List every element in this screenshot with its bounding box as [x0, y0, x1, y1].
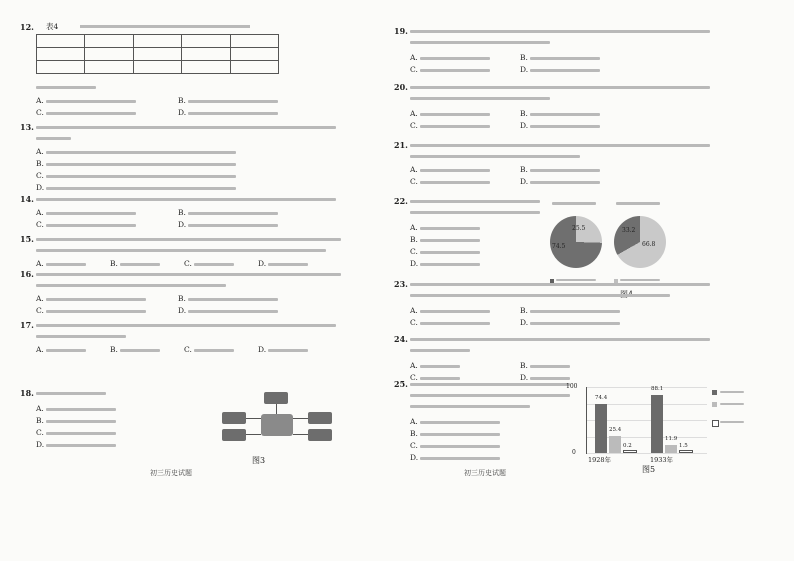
- question-22-option-b-letter: B.: [410, 235, 418, 244]
- question-12-option-a: [46, 100, 136, 103]
- question-25-option-d: [420, 457, 500, 460]
- question-20-option-a-letter: A.: [410, 109, 418, 118]
- question-13-option-b-letter: B.: [36, 159, 44, 168]
- left-page-footer: 初三历史试题: [150, 469, 192, 477]
- question-22-stem-line1: [410, 200, 540, 203]
- question-23-stem-line2: [410, 294, 670, 297]
- question-18-option-a: [46, 408, 116, 411]
- question-24-option-a: [420, 365, 460, 368]
- question-22-option-c: [420, 251, 480, 254]
- question-21-option-b-letter: B.: [520, 165, 528, 174]
- question-13-option-d: [46, 187, 236, 190]
- question-20-stem-line1: [410, 86, 710, 89]
- question-16-option-d: [188, 310, 278, 313]
- question-15-option-a: [46, 263, 86, 266]
- figure-3-connector-left: [246, 418, 261, 419]
- question-13-stem-line2: [36, 137, 71, 140]
- question-24-option-d-letter: D.: [520, 373, 529, 382]
- question-21-option-c-letter: C.: [410, 177, 418, 186]
- question-21-number: 21.: [394, 140, 408, 150]
- question-13-number: 13.: [20, 122, 34, 132]
- figure-4-pie-right-value-2: 33.2: [622, 227, 636, 234]
- figure-5-y-tick-min: 0: [572, 449, 576, 456]
- question-14-number: 14.: [20, 194, 34, 204]
- question-24-option-b: [530, 365, 570, 368]
- figure-5-bar-value: 74.4: [595, 394, 608, 401]
- question-21-option-a: [420, 169, 490, 172]
- question-24-option-c: [420, 377, 460, 380]
- question-12-option-c-letter: C.: [36, 108, 44, 117]
- question-13-option-c: [46, 175, 236, 178]
- question-12-option-d-letter: D.: [178, 108, 187, 117]
- question-22-option-b: [420, 239, 480, 242]
- figure-5-bar: [595, 404, 607, 453]
- question-14-option-a-letter: A.: [36, 208, 44, 217]
- question-18-number: 18.: [20, 388, 34, 398]
- question-12-number: 12.: [20, 22, 34, 32]
- question-14-option-b: [188, 212, 278, 215]
- question-19-stem-line2: [410, 41, 550, 44]
- figure-4-pie-left-value-1: 25.5: [572, 225, 586, 232]
- question-21-option-b: [530, 169, 600, 172]
- question-21-option-d-letter: D.: [520, 177, 529, 186]
- question-16-stem-line1: [36, 273, 341, 276]
- question-25-option-c-letter: C.: [410, 441, 418, 450]
- question-18-option-d: [46, 444, 116, 447]
- question-22-option-c-letter: C.: [410, 247, 418, 256]
- table-4: [36, 34, 279, 74]
- question-14-option-d-letter: D.: [178, 220, 187, 229]
- question-15-option-c: [194, 263, 234, 266]
- question-23-stem-line1: [410, 283, 710, 286]
- figure-3-box-left-lower: [222, 429, 246, 441]
- figure-4-pie-right: [608, 210, 672, 274]
- question-25-number: 25.: [394, 379, 408, 389]
- question-21-stem-line1: [410, 144, 710, 147]
- question-15-option-c-letter: C.: [184, 259, 192, 268]
- figure-5-legend-swatch-2: [712, 402, 717, 407]
- right-page: [394, 0, 792, 561]
- question-14-stem: [36, 198, 336, 201]
- figure-4-pie-left: [544, 210, 608, 274]
- question-19-stem-line1: [410, 30, 710, 33]
- question-12-option-a-letter: A.: [36, 96, 44, 105]
- question-15-stem-line1: [36, 238, 341, 241]
- question-19-option-c: [420, 69, 490, 72]
- question-14-option-c: [46, 224, 136, 227]
- question-24-option-c-letter: C.: [410, 373, 418, 382]
- question-16-option-c: [46, 310, 146, 313]
- question-18-option-c-letter: C.: [36, 428, 44, 437]
- figure-5-bar: [651, 395, 663, 453]
- figure-5-label: 图5: [642, 465, 656, 474]
- question-22-number: 22.: [394, 196, 408, 206]
- question-12-option-b-letter: B.: [178, 96, 186, 105]
- figure-5-x-label-1933: 1933年: [650, 456, 674, 464]
- figure-3-diagram: [222, 392, 332, 454]
- figure-5-legend-text-3: [720, 421, 744, 423]
- question-19-option-d: [530, 69, 600, 72]
- question-25-option-b: [420, 433, 500, 436]
- question-16-option-c-letter: C.: [36, 306, 44, 315]
- question-20-option-b-letter: B.: [520, 109, 528, 118]
- question-13-option-b: [46, 163, 236, 166]
- figure-5-bar: [665, 445, 677, 453]
- question-13-option-c-letter: C.: [36, 171, 44, 180]
- question-18-option-c: [46, 432, 116, 435]
- question-18-option-b-letter: B.: [36, 416, 44, 425]
- figure-3-connector-right-bottom: [293, 434, 308, 435]
- question-15-stem-line2: [36, 249, 326, 252]
- figure-3-label: 图3: [252, 456, 266, 465]
- question-17-option-b: [120, 349, 160, 352]
- question-25-option-a: [420, 421, 500, 424]
- question-20-option-c: [420, 125, 490, 128]
- question-25-stem-line3: [410, 405, 530, 408]
- figure-3-box-top: [264, 392, 288, 404]
- question-12-stem: [36, 86, 96, 89]
- question-18-option-a-letter: A.: [36, 404, 44, 413]
- question-15-option-d-letter: D.: [258, 259, 267, 268]
- right-page-footer: 初三历史试题: [464, 469, 506, 477]
- figure-5-bar: [609, 436, 621, 453]
- question-19-option-c-letter: C.: [410, 65, 418, 74]
- question-17-option-c: [194, 349, 234, 352]
- figure-4-right-caption: [616, 202, 660, 205]
- question-23-option-b-letter: B.: [520, 306, 528, 315]
- question-22-stem-line2: [410, 211, 540, 214]
- question-17-option-c-letter: C.: [184, 345, 192, 354]
- question-17-stem-line1: [36, 324, 336, 327]
- question-13-option-d-letter: D.: [36, 183, 45, 192]
- question-23-option-c-letter: C.: [410, 318, 418, 327]
- figure-4-legend-text-2: [620, 279, 660, 281]
- question-21-stem-line2: [410, 155, 580, 158]
- figure-5-legend-swatch-1: [712, 390, 717, 395]
- question-14-option-b-letter: B.: [178, 208, 186, 217]
- figure-3-box-left-upper: [222, 412, 246, 424]
- question-17-number: 17.: [20, 320, 34, 330]
- question-24-stem-line1: [410, 338, 710, 341]
- question-22-option-a: [420, 227, 480, 230]
- question-23-option-d: [530, 322, 620, 325]
- figure-3-connector-top: [276, 404, 277, 414]
- question-20-option-d: [530, 125, 600, 128]
- figure-4-pie-right-slices: [614, 216, 666, 268]
- question-15-option-d: [268, 263, 308, 266]
- question-20-option-b: [530, 113, 600, 116]
- question-18-option-b: [46, 420, 116, 423]
- figure-3-box-right-upper: [308, 412, 332, 424]
- question-17-option-a-letter: A.: [36, 345, 44, 354]
- question-19-option-b: [530, 57, 600, 60]
- figure-3-connector-left-bottom: [246, 434, 261, 435]
- question-25-option-b-letter: B.: [410, 429, 418, 438]
- figure-5-x-label-1928: 1928年: [588, 456, 612, 464]
- figure-5-bar-value: 11.9: [665, 436, 678, 443]
- question-20-option-d-letter: D.: [520, 121, 529, 130]
- question-17-stem-line2: [36, 335, 126, 338]
- question-25-stem-line1: [410, 383, 570, 386]
- question-15-option-a-letter: A.: [36, 259, 44, 268]
- figure-5-gridline: [587, 453, 707, 454]
- question-13-stem-line1: [36, 126, 336, 129]
- question-16-number: 16.: [20, 269, 34, 279]
- question-17-option-d-letter: D.: [258, 345, 267, 354]
- question-12-option-d: [188, 112, 278, 115]
- question-20-option-c-letter: C.: [410, 121, 418, 130]
- question-23-option-b: [530, 310, 620, 313]
- question-16-stem-line2: [36, 284, 226, 287]
- question-24-option-d: [530, 377, 570, 380]
- question-22-option-d: [420, 263, 480, 266]
- question-24-option-a-letter: A.: [410, 361, 418, 370]
- question-19-option-a: [420, 57, 490, 60]
- question-14-option-c-letter: C.: [36, 220, 44, 229]
- question-16-option-a: [46, 298, 146, 301]
- question-17-option-d: [268, 349, 308, 352]
- figure-5-y-tick-max: 100: [566, 383, 578, 390]
- question-19-option-b-letter: B.: [520, 53, 528, 62]
- question-20-stem-line2: [410, 97, 550, 100]
- question-13-option-a-letter: A.: [36, 147, 44, 156]
- question-21-option-a-letter: A.: [410, 165, 418, 174]
- question-16-option-b-letter: B.: [178, 294, 186, 303]
- figure-3-connector-right: [293, 418, 308, 419]
- question-19-option-a-letter: A.: [410, 53, 418, 62]
- question-16-option-b: [188, 298, 278, 301]
- question-25-option-d-letter: D.: [410, 453, 419, 462]
- question-19-option-d-letter: D.: [520, 65, 529, 74]
- question-14-option-d: [188, 224, 278, 227]
- question-23-option-c: [420, 322, 490, 325]
- figure-5-bar-value: 25.4: [609, 427, 622, 434]
- figure-4-pie-left-value-2: 74.5: [552, 243, 566, 250]
- figure-4-legend-text-1: [556, 279, 596, 281]
- question-24-option-b-letter: B.: [520, 361, 528, 370]
- figure-5-gridline: [587, 387, 707, 388]
- question-16-option-d-letter: D.: [178, 306, 187, 315]
- question-20-option-a: [420, 113, 490, 116]
- figure-5-legend-text-1: [720, 391, 744, 393]
- question-24-stem-line2: [410, 349, 470, 352]
- question-12-option-b: [188, 100, 278, 103]
- question-15-option-b-letter: B.: [110, 259, 118, 268]
- left-page: [0, 0, 392, 561]
- figure-3-box-right-lower: [308, 429, 332, 441]
- question-13-option-a: [46, 151, 236, 154]
- figure-5-bar-value: 0.2: [623, 443, 632, 449]
- question-23-option-a: [420, 310, 490, 313]
- question-12-option-c: [46, 112, 136, 115]
- question-17-option-a: [46, 349, 86, 352]
- question-16-option-a-letter: A.: [36, 294, 44, 303]
- figure-3-center-box: [261, 414, 293, 436]
- figure-5-legend-text-2: [720, 403, 744, 405]
- question-21-option-d: [530, 181, 600, 184]
- question-25-option-a-letter: A.: [410, 417, 418, 426]
- table-4-title: 表4: [46, 22, 59, 31]
- question-25-option-c: [420, 445, 500, 448]
- question-15-number: 15.: [20, 234, 34, 244]
- question-17-option-b-letter: B.: [110, 345, 118, 354]
- question-21-option-c: [420, 181, 490, 184]
- question-23-option-a-letter: A.: [410, 306, 418, 315]
- figure-5-plot-area: [586, 387, 707, 454]
- figure-4-left-caption: [552, 202, 596, 205]
- question-19-number: 19.: [394, 26, 408, 36]
- table-4-title-text: [80, 25, 250, 28]
- question-22-option-d-letter: D.: [410, 259, 419, 268]
- question-25-stem-line2: [410, 394, 570, 397]
- figure-4-pie-right-value-1: 66.8: [642, 241, 656, 248]
- question-23-option-d-letter: D.: [520, 318, 529, 327]
- question-14-option-a: [46, 212, 136, 215]
- figure-5-bar-value: 88.1: [651, 385, 664, 392]
- question-24-number: 24.: [394, 334, 408, 344]
- question-23-number: 23.: [394, 279, 408, 289]
- question-15-option-b: [120, 263, 160, 266]
- figure-5-legend-swatch-3: [712, 420, 719, 427]
- figure-5-bar-value: 1.5: [679, 443, 688, 449]
- question-20-number: 20.: [394, 82, 408, 92]
- question-22-option-a-letter: A.: [410, 223, 418, 232]
- question-18-stem: [36, 392, 106, 395]
- question-18-option-d-letter: D.: [36, 440, 45, 449]
